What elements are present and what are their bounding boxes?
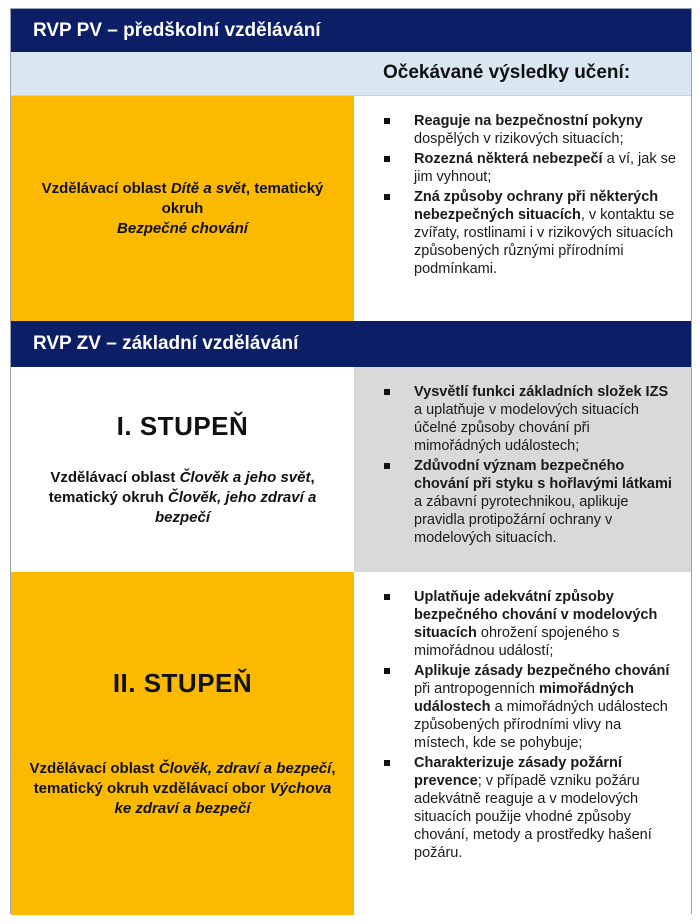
section-title-pv: RVP PV – předškolní vzdělávání xyxy=(33,19,321,41)
expected-outcomes-row xyxy=(11,52,691,96)
section-title-zv: RVP ZV – základní vzdělávání xyxy=(33,333,299,354)
stage1-area-text: Vzdělávací oblast Člověk a jeho svět, tematický okruh Člověk, jeho zdraví a bezpečí xyxy=(48,469,317,526)
stage1-outcomes-list xyxy=(380,383,677,547)
stage2-title: II. STUPEŇ xyxy=(112,668,253,698)
stage2-area-text: Vzdělávací oblast Člověk, zdraví a bezpečí, tematický okruh vzdělávací obor Výchova ke zdraví a bezpečí xyxy=(29,760,336,817)
list-item: Charakterizuje zásady požární prevence; v případě vzniku požáru adekvátně reaguje a v modelových situacích použije vhodné způsoby chování, metody a prostředky hašení požáru. xyxy=(380,754,677,862)
list-item: Rozezná některá nebezpečí a ví, jak se jim vyhnout; xyxy=(380,150,677,186)
list-item: Aplikuje zásady bezpečného chování při antropogenních mimořádných událostech a mimořádných událostech způsobených přírodními vlivy na místech, kde se pohybuje; xyxy=(380,662,677,752)
stage2-outcomes-list xyxy=(380,588,677,862)
stage1-title: I. STUPEŇ xyxy=(116,411,249,441)
list-item: Uplatňuje adekvátní způsoby bezpečného chování v modelových situacích ohrožení spojeného s mimořádnou událostí; xyxy=(380,588,677,660)
pv-outcomes-list xyxy=(380,112,677,278)
stage1-outcomes-cell xyxy=(354,367,691,572)
stage2-outcomes-cell xyxy=(354,572,691,915)
list-item: Zdůvodní význam bezpečného chování při styku s hořlavými látkami a zábavní pyrotechnikou, aplikuje pravidla protipožární ochrany v modelových situacích. xyxy=(380,457,677,547)
stage1-area-cell xyxy=(11,367,354,572)
pv-area-text: Vzdělávací oblast Dítě a svět, tematický okruh Bezpečné chování xyxy=(41,179,324,237)
section-header-pv xyxy=(11,9,691,52)
section-header-zv xyxy=(11,321,691,367)
list-item: Zná způsoby ochrany při některých nebezpečných situacích, v kontaktu se zvířaty, rostlinami i v rizikových situacích způsobených různými přírodními podmínkami. xyxy=(380,188,677,278)
pv-outcomes-cell xyxy=(354,96,691,321)
expected-outcomes-heading: Očekávané výsledky učení: xyxy=(383,62,631,83)
stage2-area-cell xyxy=(11,572,354,915)
curriculum-table xyxy=(10,8,692,914)
pv-area-cell xyxy=(11,96,354,321)
list-item: Vysvětlí funkci základních složek IZS a uplatňuje v modelových situacích účelné způsoby chování při mimořádných událostech; xyxy=(380,383,677,455)
list-item: Reaguje na bezpečnostní pokyny dospělých v rizikových situacích; xyxy=(380,112,677,148)
